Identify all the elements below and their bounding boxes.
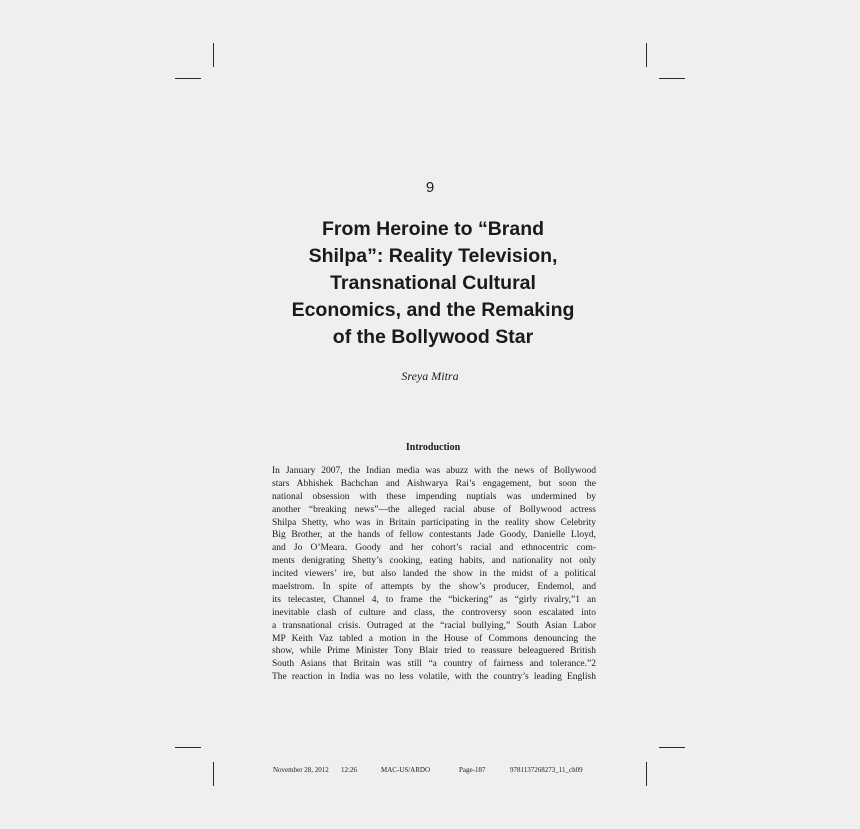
chapter-title-line: Transnational Cultural <box>330 272 536 294</box>
body-line: South Asians that Britain was still “a country of fairness and tolerance.”2 <box>272 659 596 670</box>
section-heading: Introduction <box>405 442 461 453</box>
chapter-title <box>250 216 616 351</box>
chapter-title-line: of the Bollywood Star <box>332 326 534 348</box>
chapter-number: 9 <box>425 179 435 196</box>
body-line: national obsession with these impending nuptials was undermined by <box>272 491 596 502</box>
body-line: its telecaster, Channel 4, to frame the “bickering” as “girly rivalry,”1 an <box>272 594 596 605</box>
crop-mark-bottom-left-horizontal <box>175 747 201 748</box>
crop-mark-top-right-vertical <box>646 43 647 67</box>
crop-mark-bottom-left-vertical <box>213 762 214 786</box>
body-line: ments denigrating Shetty’s cooking, eating habits, and nationality not only <box>272 556 596 567</box>
footer-time: 12:26 <box>341 766 357 774</box>
chapter-title-line: From Heroine to “Brand <box>321 218 545 240</box>
footer-date: November 28, 2012 <box>273 766 329 774</box>
crop-mark-bottom-right-horizontal <box>659 747 685 748</box>
footer-page: Page-187 <box>459 766 486 774</box>
body-line: maelstrom. In spite of attempts by the show’s producer, Endemol, and <box>272 582 596 593</box>
body-line: The reaction in India was no less volatile, with the country’s leading English <box>272 672 596 683</box>
body-line: show, while Prime Minister Tony Blair tried to reassure beleaguered British <box>272 646 596 657</box>
body-line: In January 2007, the Indian media was abuzz with the news of Bollywood <box>272 466 596 476</box>
chapter-title-line: Shilpa”: Reality Television, <box>308 245 558 267</box>
body-line: MP Keith Vaz tabled a motion in the House of Commons denouncing the <box>272 633 596 644</box>
body-line: Shilpa Shetty, who was in Britain participating in the reality show Celebrity <box>272 517 596 528</box>
body-line: a transnational crisis. Outraged at the “racial bullying,” South Asian Labor <box>272 620 596 631</box>
author-name: Sreya Mitra <box>401 369 459 383</box>
body-line: incited viewers’ ire, but also landed the show in the midst of a political <box>272 569 596 580</box>
body-line: Big Brother, at the hands of fellow contestants Jade Goody, Danielle Lloyd, <box>272 530 596 541</box>
chapter-title-line: Economics, and the Remaking <box>291 299 575 321</box>
footer-imprint: MAC-US/ARDO <box>381 766 431 774</box>
body-paragraph <box>272 465 596 684</box>
crop-mark-top-left-vertical <box>213 43 214 67</box>
body-line: inevitable clash of culture and class, the controversy soon escalated into <box>272 607 596 618</box>
body-line: and Jo O’Meara. Goody and her cohort’s racial and ethnocentric com- <box>272 543 596 554</box>
crop-mark-top-right-horizontal <box>659 78 685 79</box>
crop-mark-top-left-horizontal <box>175 78 201 79</box>
body-line: stars Abhishek Bachchan and Aishwarya Rai’s engagement, but soon the <box>272 478 596 489</box>
crop-mark-bottom-right-vertical <box>646 762 647 786</box>
body-line: another “breaking news”—the alleged racial abuse of Bollywood actress <box>272 504 596 515</box>
footer-file: 9781137268273_11_ch09 <box>510 766 583 774</box>
